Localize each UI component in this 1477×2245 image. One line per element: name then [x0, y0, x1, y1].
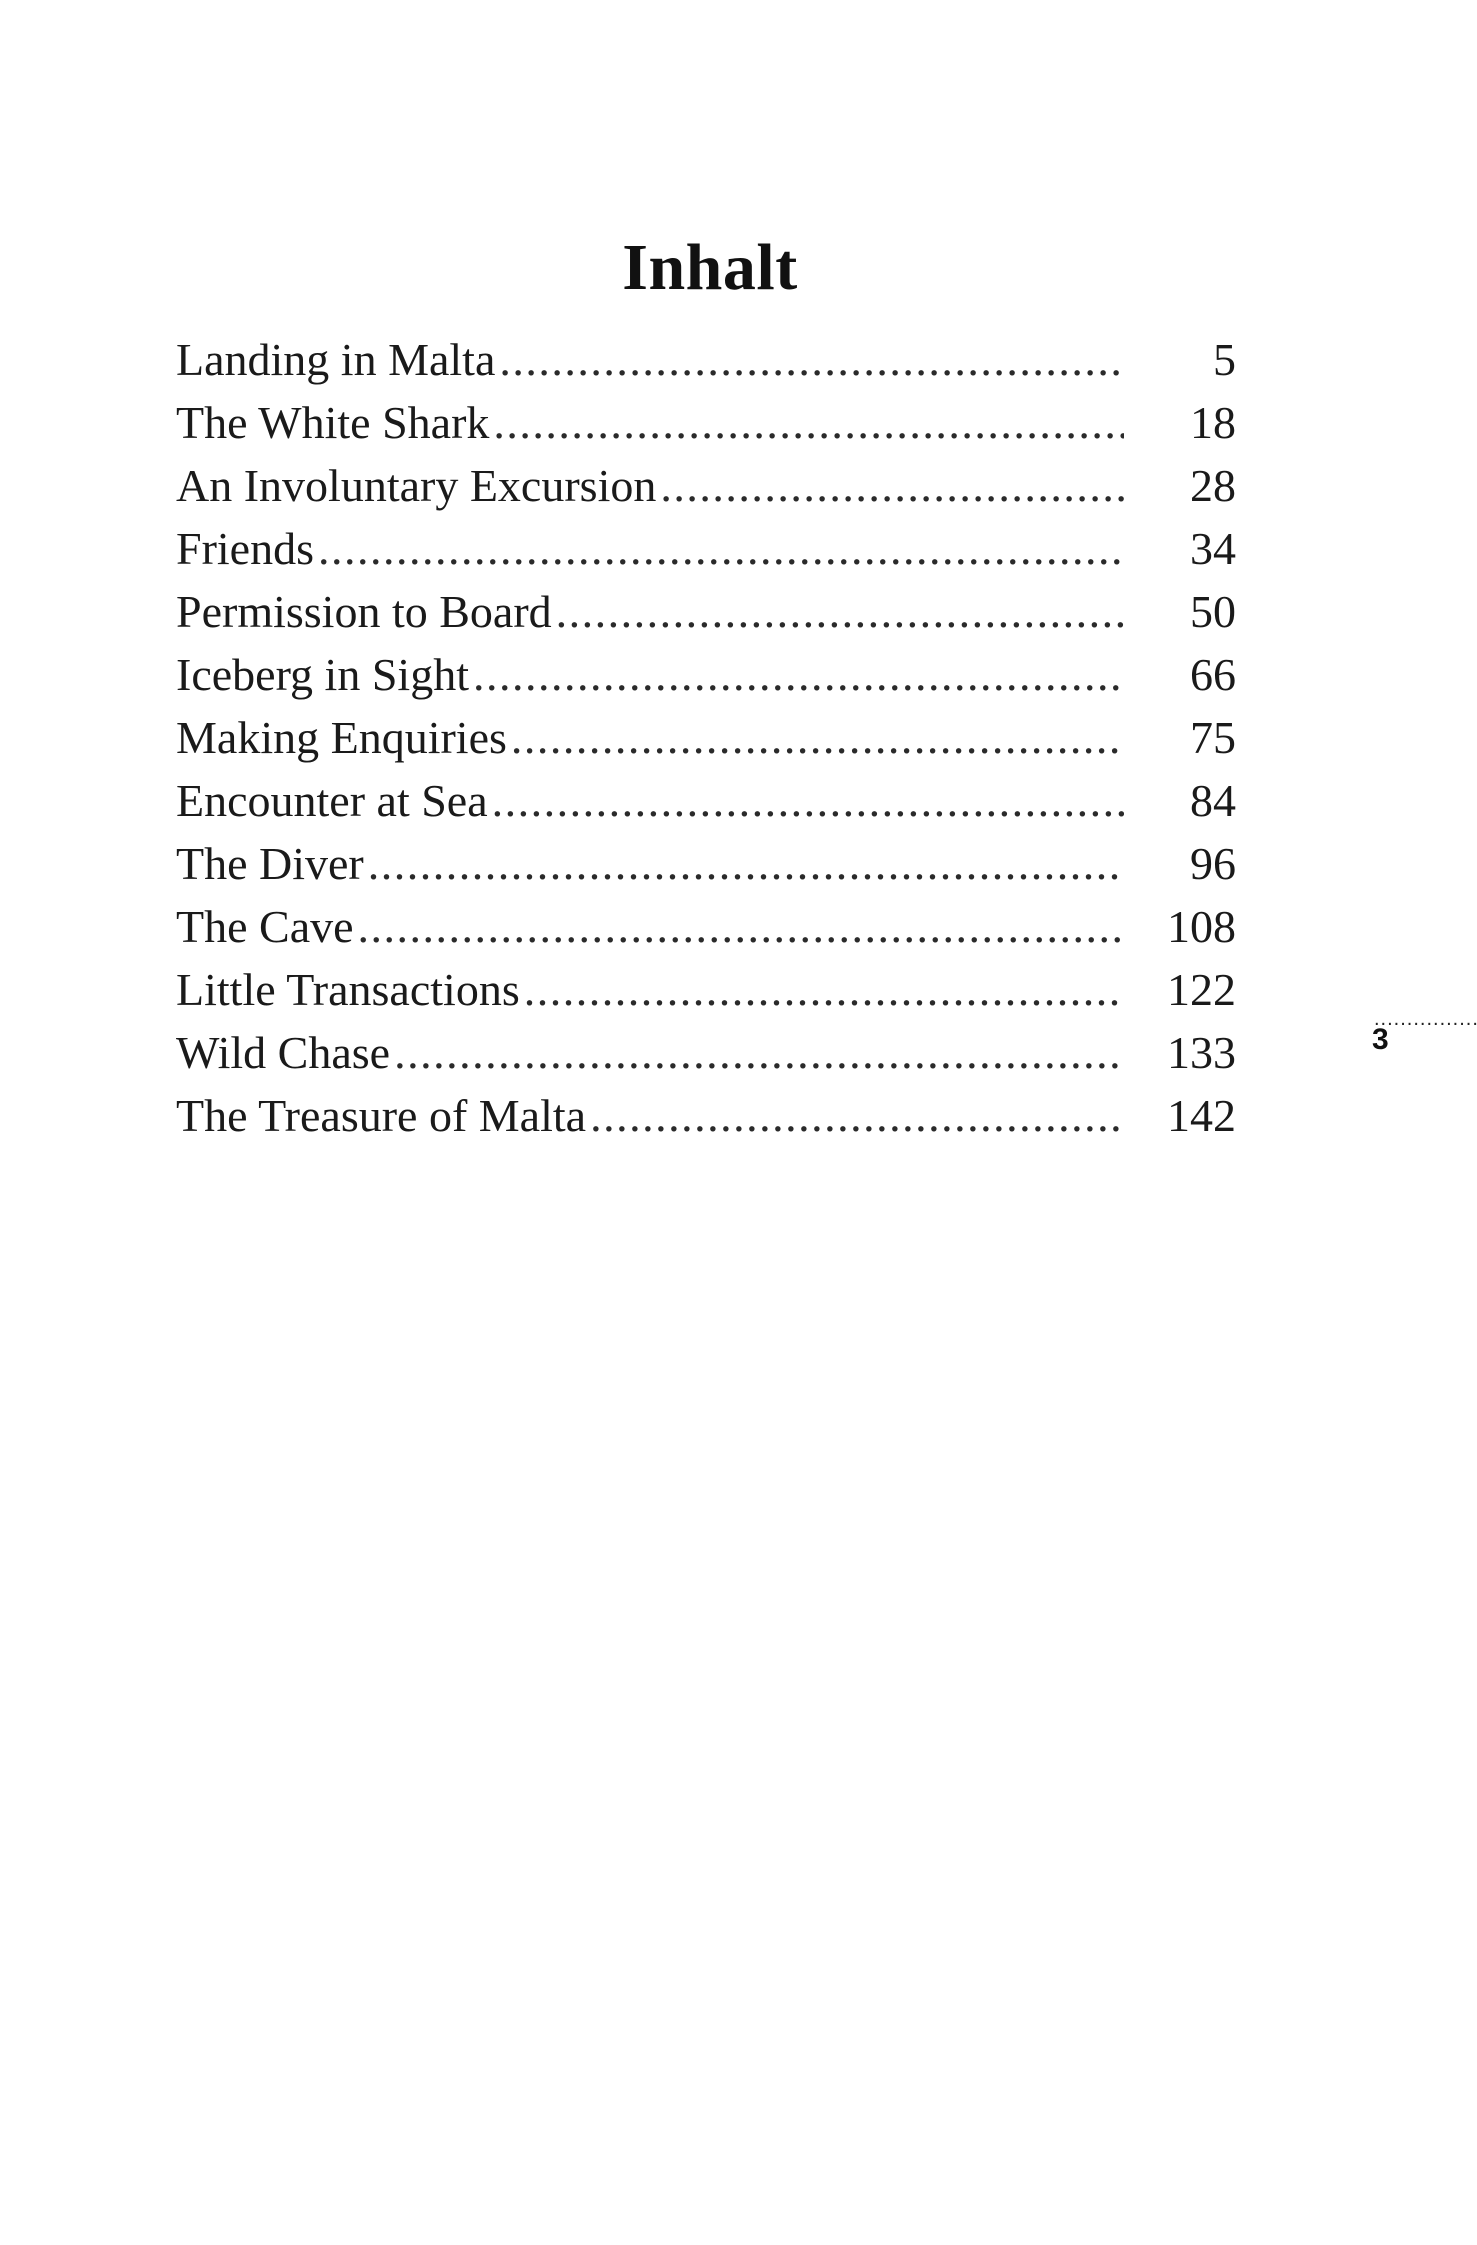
toc-entry	[176, 1021, 1236, 1084]
dot-leader	[590, 1084, 1124, 1147]
toc-entry-title: Friends	[176, 523, 314, 574]
toc-entry-page: 108	[1167, 901, 1236, 952]
toc-entry	[176, 1084, 1236, 1147]
toc-entry-title: Little Transactions	[176, 964, 520, 1015]
toc-entry-title: Wild Chase	[176, 1027, 391, 1078]
toc-entry-title: An Involuntary Excursion	[176, 460, 657, 511]
toc-entry-title: Permission to Board	[176, 586, 552, 637]
page-title: Inhalt	[622, 231, 798, 305]
toc-entry-title: The Diver	[176, 838, 364, 889]
toc-entry-title: The White Shark	[176, 397, 490, 448]
toc-entry	[176, 391, 1236, 454]
dot-leader	[492, 769, 1124, 832]
toc-entry-page: 142	[1167, 1090, 1236, 1141]
toc-entry-title: The Cave	[176, 901, 354, 952]
toc-entry-page: 18	[1190, 397, 1236, 448]
toc-entry-page: 50	[1190, 586, 1236, 637]
toc-entry	[176, 454, 1236, 517]
dot-leader	[499, 328, 1124, 391]
dot-leader	[368, 832, 1124, 895]
toc-entry	[176, 958, 1236, 1021]
toc-entry	[176, 832, 1236, 895]
toc-entry	[176, 580, 1236, 643]
toc-entry	[176, 895, 1236, 958]
table-of-contents	[176, 328, 1236, 1147]
dot-leader	[524, 958, 1124, 1021]
toc-entry-title: Making Enquiries	[176, 712, 507, 763]
margin-dot-leader	[1374, 1012, 1477, 1026]
dot-leader	[394, 1021, 1124, 1084]
dot-leader	[493, 391, 1124, 454]
dot-leader	[556, 580, 1124, 643]
toc-entry-page: 66	[1190, 649, 1236, 700]
toc-entry-page: 122	[1167, 964, 1236, 1015]
toc-entry	[176, 643, 1236, 706]
dot-leader	[511, 706, 1124, 769]
toc-entry	[176, 328, 1236, 391]
dot-leader	[660, 454, 1124, 517]
toc-entry	[176, 517, 1236, 580]
toc-entry-title: The Treasure of Malta	[176, 1090, 587, 1141]
toc-entry-title: Landing in Malta	[176, 334, 496, 385]
toc-entry-page: 96	[1190, 838, 1236, 889]
toc-entry	[176, 769, 1236, 832]
toc-entry	[176, 706, 1236, 769]
toc-entry-page: 28	[1190, 460, 1236, 511]
dot-leader	[358, 895, 1124, 958]
dot-leader	[318, 517, 1124, 580]
dot-leader	[473, 643, 1124, 706]
toc-entry-page: 75	[1190, 712, 1236, 763]
toc-entry-title: Encounter at Sea	[176, 775, 488, 826]
toc-entry-page: 133	[1167, 1027, 1236, 1078]
toc-entry-page: 5	[1213, 334, 1236, 385]
toc-entry-title: Iceberg in Sight	[176, 649, 469, 700]
page-number: 3	[1372, 1023, 1389, 1056]
toc-entry-page: 34	[1190, 523, 1236, 574]
toc-entry-page: 84	[1190, 775, 1236, 826]
